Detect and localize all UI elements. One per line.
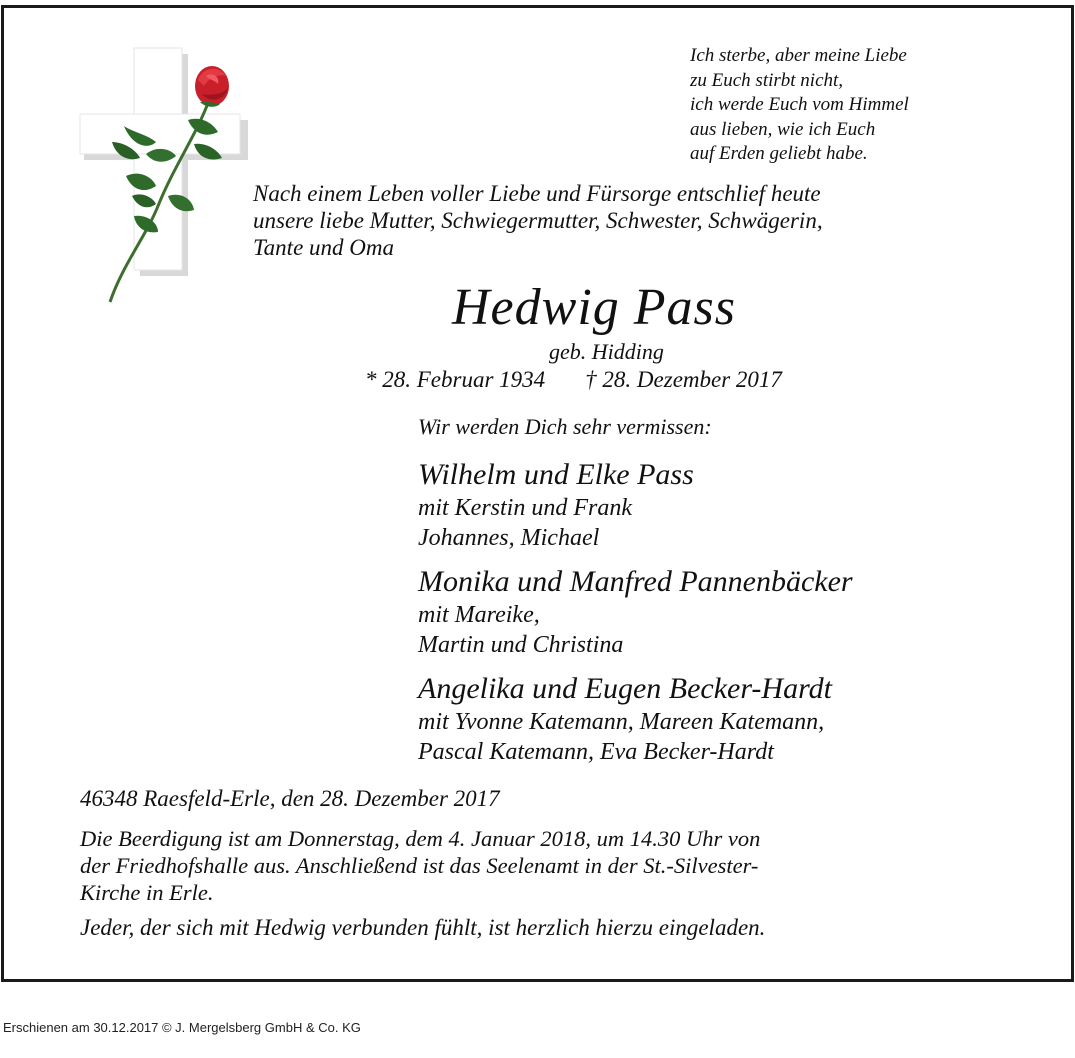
life-dates bbox=[365, 367, 782, 393]
publication-footer: Erschienen am 30.12.2017 © J. Mergelsberg GmbH & Co. KG bbox=[3, 1020, 361, 1035]
maiden-name: geb. Hidding bbox=[549, 339, 664, 364]
poem-line: zu Euch stirbt nicht, bbox=[690, 69, 844, 91]
poem-line: ich werde Euch vom Himmel bbox=[690, 94, 909, 115]
intro-line: Nach einem Leben voller Liebe und Fürsorge entschlief heute bbox=[253, 181, 821, 206]
place-date: 46348 Raesfeld-Erle, den 28. Dezember 2017 bbox=[80, 786, 500, 811]
family-head: Wilhelm und Elke Pass bbox=[418, 458, 694, 491]
family-block bbox=[418, 671, 832, 767]
intro-text bbox=[253, 180, 823, 261]
family-block bbox=[418, 564, 853, 660]
family-line: Pascal Katemann, Eva Becker-Hardt bbox=[418, 739, 774, 765]
family-line: mit Yvonne Katemann, Mareen Katemann, bbox=[418, 709, 825, 735]
family-head: Angelika und Eugen Becker-Hardt bbox=[418, 672, 832, 705]
funeral-line: Die Beerdigung ist am Donnerstag, dem 4. Januar 2018, um 14.30 Uhr von bbox=[80, 826, 761, 851]
closing-invitation: Jeder, der sich mit Hedwig verbunden fühlt, ist herzlich hierzu eingeladen. bbox=[80, 915, 766, 940]
intro-line: Tante und Oma bbox=[253, 235, 394, 260]
family-line: Johannes, Michael bbox=[418, 525, 600, 551]
poem-line: aus lieben, wie ich Euch bbox=[690, 118, 876, 140]
birth-date: * 28. Februar 1934 bbox=[365, 367, 546, 392]
deceased-name: Hedwig Pass bbox=[452, 279, 736, 336]
poem-line: auf Erden geliebt habe. bbox=[690, 143, 868, 164]
funeral-line: der Friedhofshalle aus. Anschließend ist das Seelenamt in der St.-Silvester- bbox=[80, 853, 759, 878]
poem bbox=[690, 44, 909, 167]
intro-line: unsere liebe Mutter, Schwiegermutter, Schwester, Schwägerin, bbox=[253, 208, 823, 233]
family-line: mit Mareike, bbox=[418, 602, 540, 628]
funeral-line: Kirche in Erle. bbox=[80, 880, 214, 905]
poem-line: Ich sterbe, aber meine Liebe bbox=[690, 45, 907, 66]
mourners-heading: Wir werden Dich sehr vermissen: bbox=[418, 414, 712, 439]
family-head: Monika und Manfred Pannenbäcker bbox=[418, 565, 853, 598]
funeral-info bbox=[80, 825, 1000, 906]
cross-with-rose-icon bbox=[76, 46, 256, 308]
death-date: † 28. Dezember 2017 bbox=[585, 367, 782, 392]
family-line: mit Kerstin und Frank bbox=[418, 495, 632, 521]
family-block bbox=[418, 457, 694, 553]
family-line: Martin und Christina bbox=[418, 632, 624, 658]
